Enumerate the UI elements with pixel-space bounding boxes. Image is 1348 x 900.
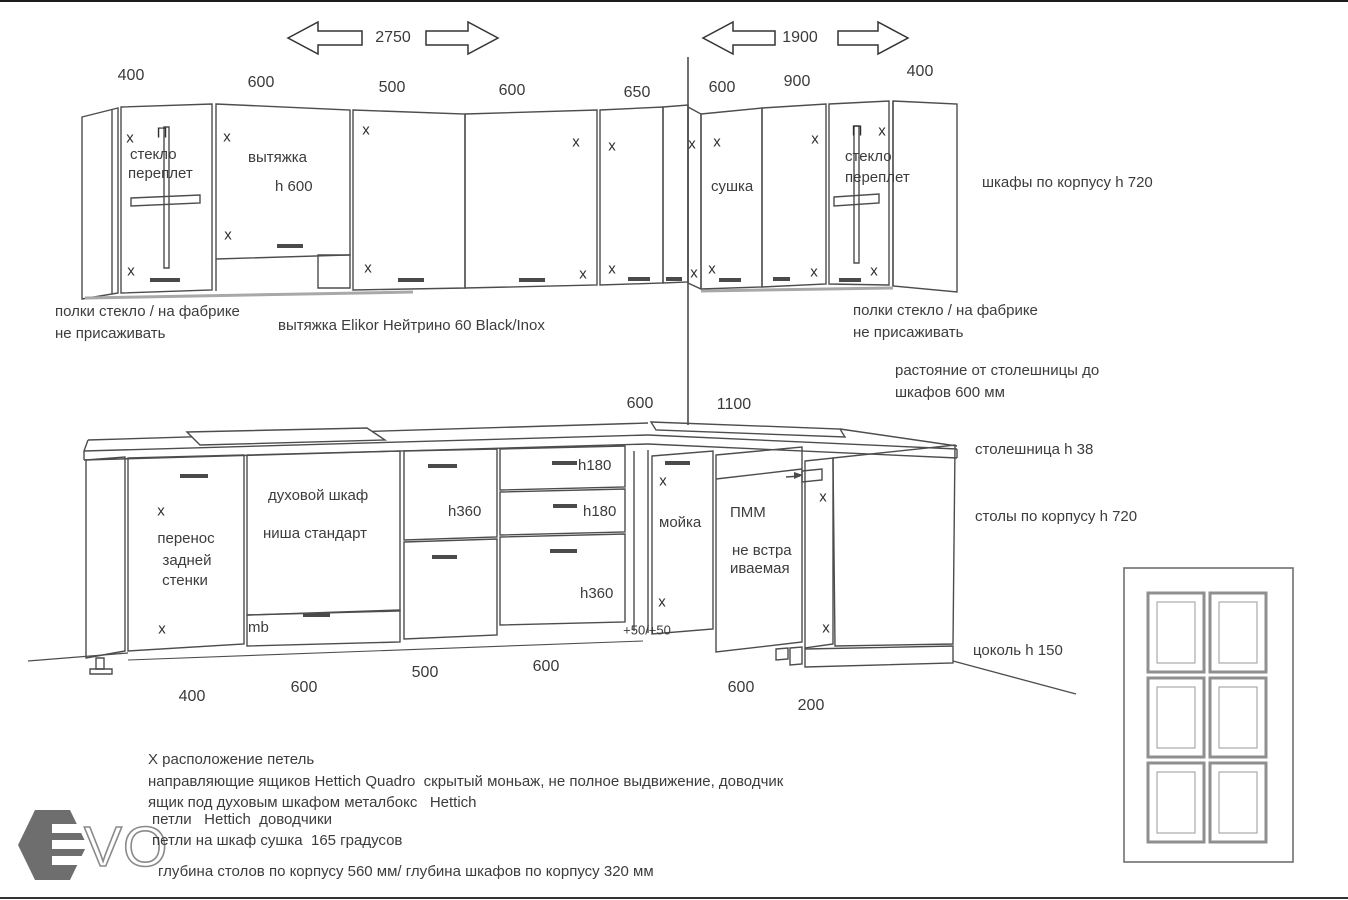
hinge-mark: x xyxy=(608,260,616,278)
glass-cross-muntin xyxy=(834,194,879,206)
corner-strip xyxy=(688,107,701,289)
end-panel xyxy=(86,457,125,658)
hood-model-note: вытяжка Elikor Нейтрино 60 Black/Inox xyxy=(278,317,545,334)
leg xyxy=(776,648,788,660)
note-oven-drawer: ящик под духовым шкафом металбокс Hettich xyxy=(148,794,477,811)
hinge-mark: x xyxy=(126,129,134,147)
upper-right-cabinets xyxy=(688,101,957,292)
oven-label: ниша стандарт xyxy=(263,525,368,542)
hinge-mark: П xyxy=(851,122,863,140)
dishwasher-label: не встра xyxy=(732,542,792,559)
upper-left-cabinets xyxy=(82,104,688,299)
hinge-mark: x xyxy=(822,619,830,637)
glass-door-label: стекло xyxy=(130,146,177,163)
hinge-mark: П xyxy=(156,124,168,142)
window-elevation xyxy=(1124,568,1293,862)
dim-lower-2: 500 xyxy=(411,664,439,681)
hinge-mark: x xyxy=(659,472,667,490)
glass-cross-muntin xyxy=(131,195,200,206)
arrow-left-icon xyxy=(288,22,362,54)
dim-span-2750: 2750 xyxy=(375,29,411,46)
back-wall-label: задней xyxy=(162,551,212,569)
drawer-height-label: h360 xyxy=(448,503,482,520)
dishwasher-label: ПММ xyxy=(730,504,766,521)
side-panel xyxy=(833,445,955,646)
note-hinges-brand: петли Hettich доводчики xyxy=(152,811,332,828)
note-hinges: Х расположение петель xyxy=(148,751,315,768)
hinge-mark: x xyxy=(819,488,827,506)
oven-label: духовой шкаф xyxy=(268,487,369,504)
peninsula-slab xyxy=(651,422,845,437)
drawer xyxy=(404,449,497,540)
hinge-mark: x xyxy=(708,260,716,278)
hinge-mark: x xyxy=(878,122,886,140)
shelves-note: полки стекло / на фабрике xyxy=(55,303,240,320)
logo-vo-text: VO xyxy=(84,815,169,879)
back-wall-label: перенос xyxy=(157,529,215,547)
hinge-mark: x xyxy=(364,259,372,277)
hinge-mark: x xyxy=(362,121,370,139)
sink-label: мойка xyxy=(659,514,702,531)
hinge-mark: x xyxy=(713,133,721,151)
door-650b xyxy=(663,105,688,283)
dim-upper-0: 400 xyxy=(117,67,145,84)
countertop-note: столешница h 38 xyxy=(975,441,1094,458)
upper-height-note: шкафы по корпусу h 720 xyxy=(982,174,1153,191)
leg xyxy=(790,647,802,665)
corner-filler xyxy=(634,450,648,633)
hinge-mark: x xyxy=(811,130,819,148)
dim-lower-4: 600 xyxy=(727,679,755,696)
hinge-mark: x xyxy=(658,593,666,611)
drawer xyxy=(500,534,625,625)
shelves-note: не присаживать xyxy=(853,324,964,341)
hinge-mark: x xyxy=(158,620,166,638)
dim-mid-1100: 1100 xyxy=(716,396,752,413)
corner-offset-label: +50/+50 xyxy=(623,622,671,638)
leg-foot xyxy=(90,669,112,674)
drawer-height-label: h180 xyxy=(578,457,612,474)
door-650a xyxy=(600,107,663,285)
dim-upper-4: 650 xyxy=(623,84,651,101)
dim-upper-7: 400 xyxy=(906,63,934,80)
dim-mid-600: 600 xyxy=(626,395,654,412)
plinth-note: цоколь h 150 xyxy=(973,642,1063,659)
arrow-left-icon xyxy=(703,22,775,54)
dim-lower-1: 600 xyxy=(290,679,318,696)
note-dryer-hinges: петли на шкаф сушка 165 градусов xyxy=(152,832,403,849)
dim-lower-3: 600 xyxy=(532,658,560,675)
note-drawer-rails: направляющие ящиков Hettich Quadro скрытый моньаж, не полное выдвижение, доводчик xyxy=(148,773,784,790)
drawer-height-label: h180 xyxy=(583,503,617,520)
hinge-mark: x xyxy=(810,263,818,281)
shelves-note: не присаживать xyxy=(55,325,166,342)
hinge-mark: x xyxy=(690,264,698,282)
drawer-height-label: h360 xyxy=(580,585,614,602)
back-wall-label: стенки xyxy=(162,571,208,589)
lower-right-cabinets xyxy=(652,445,955,667)
end-panel-right xyxy=(893,101,957,292)
dim-upper-2: 500 xyxy=(378,79,406,96)
glass-door-label: стекло xyxy=(845,148,892,165)
glass-door-label: переплет xyxy=(128,165,193,182)
hinge-mark: x xyxy=(579,265,587,283)
hood-label: вытяжка xyxy=(248,149,308,166)
dim-upper-3: 600 xyxy=(498,82,526,99)
dim-span-1900: 1900 xyxy=(782,29,818,46)
dishwasher-label: иваемая xyxy=(730,560,790,577)
counter-gap-note: шкафов 600 мм xyxy=(895,384,1005,401)
dim-upper-5: 600 xyxy=(708,79,736,96)
hood-step xyxy=(318,255,350,288)
metal-box-label: mb xyxy=(248,619,269,636)
hinge-mark: x xyxy=(688,135,696,153)
plinth xyxy=(805,646,953,667)
base-height-note: столы по корпусу h 720 xyxy=(975,508,1138,525)
arrow-right-icon xyxy=(426,22,498,54)
countertop xyxy=(84,422,957,460)
hood-height-label: h 600 xyxy=(275,178,313,195)
shelves-note: полки стекло / на фабрике xyxy=(853,302,1038,319)
dim-upper-6: 900 xyxy=(783,73,811,90)
hinge-mark: x xyxy=(572,133,580,151)
hinge-mark: x xyxy=(157,502,165,520)
dryer-label: сушка xyxy=(711,178,754,195)
evo-logo xyxy=(18,810,168,880)
plinth-line xyxy=(128,641,643,660)
dim-lower-0: 400 xyxy=(178,688,206,705)
hinge-mark: x xyxy=(870,262,878,280)
hinge-mark: x xyxy=(608,137,616,155)
hinge-mark: x xyxy=(224,226,232,244)
hob-outline xyxy=(187,428,385,445)
glass-cross-muntin xyxy=(854,126,859,263)
dim-upper-1: 600 xyxy=(247,74,275,91)
counter-gap-note: растояние от столешницы до xyxy=(895,362,1100,379)
note-depths: глубина столов по корпусу 560 мм/ глубина шкафов по корпусу 320 мм xyxy=(158,863,654,880)
arrow-right-icon xyxy=(838,22,908,54)
leg xyxy=(96,658,104,669)
hinge-mark: x xyxy=(127,262,135,280)
hinge-mark: x xyxy=(223,128,231,146)
glass-door-label: переплет xyxy=(845,169,910,186)
drawer xyxy=(404,539,497,639)
dim-lower-5: 200 xyxy=(797,697,825,714)
